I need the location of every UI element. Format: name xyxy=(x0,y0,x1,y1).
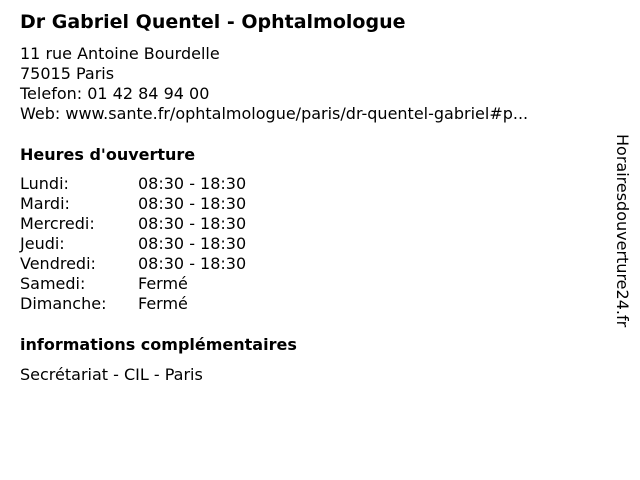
extra-info-heading: informations complémentaires xyxy=(20,335,297,354)
day-label: Jeudi: xyxy=(20,234,65,253)
street-address: 11 rue Antoine Bourdelle xyxy=(20,44,220,63)
hours-row-wednesday xyxy=(20,214,246,234)
watermark: Horairesdouverture24.fr xyxy=(613,134,632,328)
hours-row-thursday xyxy=(20,234,246,254)
day-label: Dimanche: xyxy=(20,294,107,313)
time-value: 08:30 - 18:30 xyxy=(138,174,247,193)
phone-number: Telefon: 01 42 84 94 00 xyxy=(20,84,210,103)
hours-row-friday xyxy=(20,254,246,274)
time-value: 08:30 - 18:30 xyxy=(138,194,247,213)
hours-row-saturday xyxy=(20,274,246,294)
day-label: Mercredi: xyxy=(20,214,95,233)
day-label: Samedi: xyxy=(20,274,86,293)
hours-heading: Heures d'ouverture xyxy=(20,145,196,164)
time-value: 08:30 - 18:30 xyxy=(138,254,247,273)
opening-hours-list xyxy=(20,174,246,314)
day-label: Lundi: xyxy=(20,174,69,193)
extra-info-text: Secrétariat - CIL - Paris xyxy=(20,365,203,384)
page-title: Dr Gabriel Quentel - Ophtalmologue xyxy=(20,11,406,33)
contact-info xyxy=(20,44,590,124)
website-link[interactable]: Web: www.sante.fr/ophtalmologue/paris/dr-quentel-gabriel#p... xyxy=(20,104,529,123)
hours-row-sunday xyxy=(20,294,246,314)
time-value: Fermé xyxy=(138,274,188,293)
time-value: 08:30 - 18:30 xyxy=(138,214,247,233)
hours-row-tuesday xyxy=(20,194,246,214)
city-address: 75015 Paris xyxy=(20,64,115,83)
time-value: Fermé xyxy=(138,294,188,313)
time-value: 08:30 - 18:30 xyxy=(138,234,247,253)
day-label: Mardi: xyxy=(20,194,70,213)
hours-row-monday xyxy=(20,174,246,194)
day-label: Vendredi: xyxy=(20,254,96,273)
